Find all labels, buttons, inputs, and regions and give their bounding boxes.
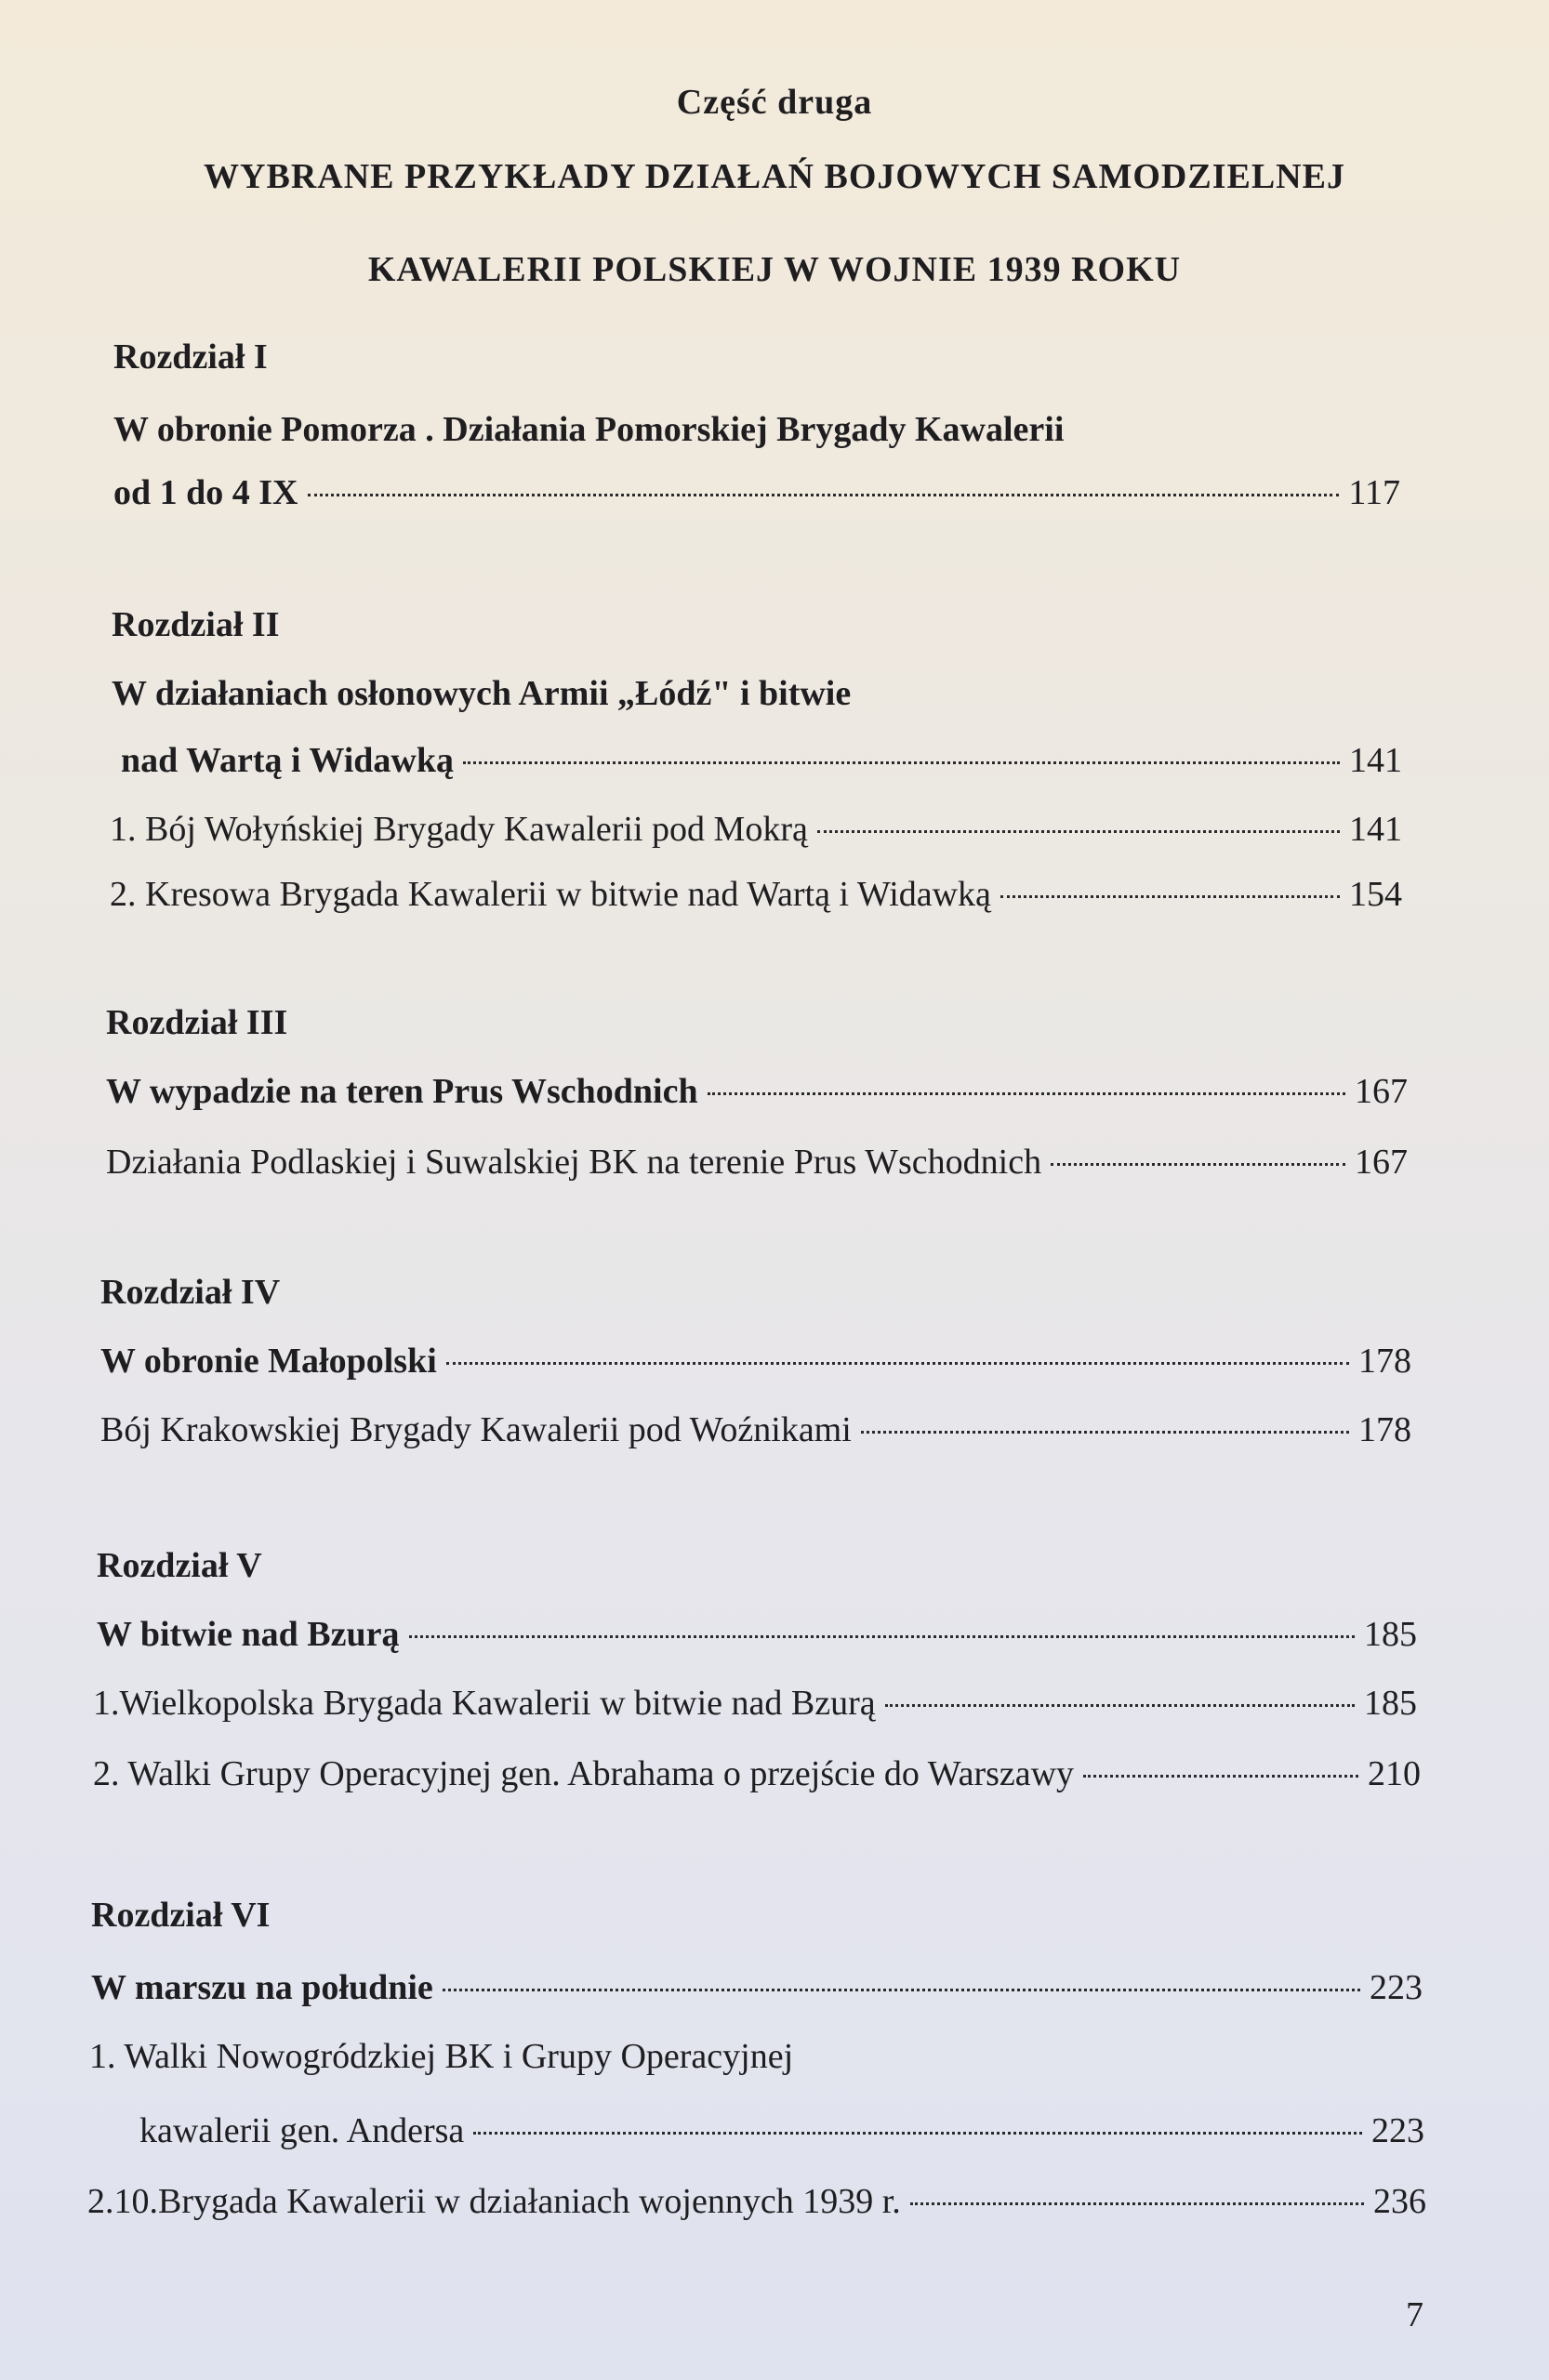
leader-dots [861, 1431, 1349, 1434]
leader-dots [910, 2202, 1364, 2205]
toc-entry [93, 1683, 1417, 1724]
leader-dots [443, 1989, 1360, 1991]
toc-entry [87, 2181, 1426, 2222]
toc-entry [93, 1753, 1421, 1794]
toc-entry [121, 740, 1402, 781]
toc-entry-page: 223 [1370, 1968, 1423, 2007]
chapter-heading: Rozdział V [97, 1546, 262, 1585]
toc-entry [100, 1341, 1411, 1382]
toc-entry-text: 1.Wielkopolska Brygada Kawalerii w bitwie nad Bzurą [93, 1684, 876, 1723]
toc-entry-page: 185 [1364, 1615, 1417, 1654]
toc-entry [139, 2110, 1424, 2151]
chapter-title: W działaniach osłonowych Armii „Łódź" i bitwie [112, 674, 852, 713]
toc-entry-text: 1. Bój Wołyńskiej Brygady Kawalerii pod Mokrą [110, 810, 808, 849]
leader-dots [708, 1092, 1345, 1095]
toc-entry-text: nad Wartą i Widawką [121, 741, 454, 780]
leader-dots [308, 494, 1340, 496]
toc-entry-page: 117 [1348, 473, 1400, 512]
toc-entry-page: 167 [1355, 1143, 1408, 1182]
toc-entry-text: kawalerii gen. Andersa [139, 2111, 465, 2150]
toc-entry-text: W marszu na południe [91, 1968, 433, 2007]
toc-entry [110, 874, 1402, 915]
toc-entry-text: W wypadzie na teren Prus Wschodnich [106, 1072, 698, 1111]
chapter-title: W obronie Pomorza . Działania Pomorskiej Brygady Kawalerii [113, 410, 1065, 449]
toc-entry-text: 2. Kresowa Brygada Kawalerii w bitwie nad Wartą i Widawką [110, 875, 991, 914]
toc-entry-page: 210 [1368, 1754, 1421, 1793]
leader-dots [1051, 1163, 1345, 1166]
toc-entry-page: 178 [1358, 1410, 1411, 1449]
part-title: WYBRANE PRZYKŁADY DZIAŁAŃ BOJOWYCH SAMODZIELNEJ KAWALERII POLSKIEJ W WOJNIE 1939 ROKU [204, 157, 1345, 289]
toc-entry [97, 1614, 1417, 1655]
toc-entry [113, 472, 1400, 513]
toc-entry-page: 141 [1349, 810, 1402, 849]
toc-entry [110, 809, 1402, 850]
toc-entry-page: 223 [1371, 2111, 1424, 2150]
toc-entry-text: 1. Walki Nowogródzkiej BK i Grupy Operacyjnej [89, 2037, 794, 2076]
part-label: Część druga [676, 83, 873, 122]
toc-entry-page: 185 [1364, 1684, 1417, 1723]
toc-entry-text: Działania Podlaskiej i Suwalskiej BK na terenie Prus Wschodnich [106, 1143, 1042, 1182]
toc-entry-text: 2.10.Brygada Kawalerii w działaniach wojennych 1939 r. [87, 2182, 901, 2221]
chapter-heading: Rozdział III [106, 1003, 288, 1042]
chapter-heading: Rozdział VI [91, 1896, 271, 1935]
toc-entry-text: od 1 do 4 IX [113, 473, 298, 512]
chapter-heading: Rozdział I [113, 337, 268, 377]
chapter-heading: Rozdział IV [100, 1273, 281, 1312]
leader-dots [885, 1704, 1355, 1707]
toc-entry [106, 1071, 1408, 1112]
leader-dots [1083, 1775, 1358, 1778]
toc-entry-page: 141 [1349, 741, 1402, 780]
leader-dots [446, 1362, 1349, 1365]
toc-entry-text: 2. Walki Grupy Operacyjnej gen. Abrahama o przejście do Warszawy [93, 1754, 1075, 1793]
toc-entry [106, 1142, 1408, 1183]
toc-entry-page: 167 [1355, 1072, 1408, 1111]
toc-entry-text: Bój Krakowskiej Brygady Kawalerii pod Woźnikami [100, 1410, 852, 1449]
leader-dots [463, 761, 1340, 764]
toc-entry [91, 1967, 1423, 2008]
toc-entry-page: 154 [1349, 875, 1402, 914]
toc-entry-page: 236 [1373, 2182, 1426, 2221]
toc-entry [100, 1409, 1411, 1450]
page-number: 7 [1406, 2295, 1423, 2334]
toc-entry-page: 178 [1358, 1342, 1411, 1381]
leader-dots [817, 830, 1340, 833]
toc-entry-text: W bitwie nad Bzurą [97, 1615, 400, 1654]
leader-dots [1000, 895, 1340, 898]
toc-entry-text: W obronie Małopolski [100, 1342, 437, 1381]
leader-dots [473, 2132, 1362, 2135]
chapter-heading: Rozdział II [112, 605, 280, 644]
leader-dots [409, 1635, 1355, 1638]
